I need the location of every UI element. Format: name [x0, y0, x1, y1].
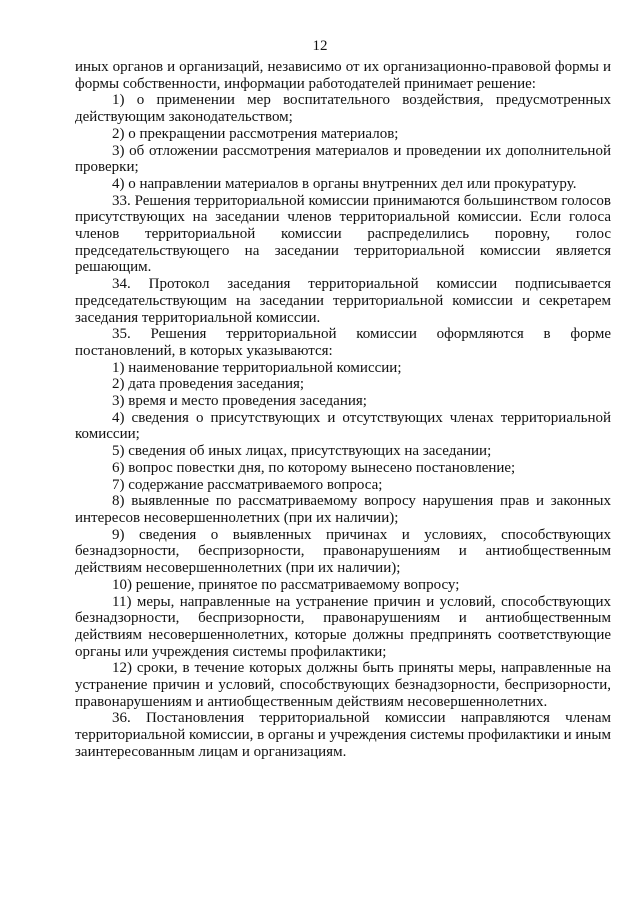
paragraph: 4) сведения о присутствующих и отсутствующих членах территориальной комиссии;: [75, 409, 611, 443]
paragraph: 34. Протокол заседания территориальной комиссии подписывается председательствующим на заседании территориальной комиссии и секретарем заседания территориальной комиссии.: [75, 276, 611, 326]
paragraph: 12) сроки, в течение которых должны быть приняты меры, направленные на устранение причин и условий, способствующих безнадзорности, беспризорности, правонарушениям и антиобщественным действиям несовершеннолетних.: [75, 660, 611, 710]
paragraph: 7) содержание рассматриваемого вопроса;: [112, 476, 383, 493]
page-number: 12: [312, 38, 328, 54]
paragraph: 10) решение, принятое по рассматриваемому вопросу;: [112, 576, 460, 593]
paragraph: 35. Решения территориальной комиссии оформляются в форме постановлений, в которых указываются:: [75, 326, 611, 359]
paragraph: 1) наименование территориальной комиссии;: [112, 359, 402, 376]
paragraph: 5) сведения об иных лицах, присутствующих на заседании;: [112, 443, 492, 460]
paragraph: 2) дата проведения заседания;: [112, 376, 305, 393]
paragraph: 3) время и место проведения заседания;: [112, 393, 367, 410]
paragraph: 33. Решения территориальной комиссии принимаются большинством голосов присутствующих на заседании членов территориальной комиссии. Если голоса членов территориальной комиссии распределились поровну, голос председательствующего на заседании территориальной комиссии является решающим.: [75, 192, 611, 276]
paragraph: 36. Постановления территориальной комиссии направляются членам территориальной комиссии, в органы и учреждения системы профилактики и иным заинтересованным лицам и организациям.: [75, 710, 611, 760]
paragraph: 9) сведения о выявленных причинах и условиях, способствующих безнадзорности, беспризорности, правонарушениям и антиобщественным действиям несовершеннолетних (при их наличии);: [75, 526, 611, 577]
document-body: [75, 59, 611, 761]
paragraph: 6) вопрос повестки дня, по которому вынесено постановление;: [112, 459, 516, 476]
paragraph: иных органов и организаций, независимо от их организационно-правовой формы и формы собственности, информации работодателей принимает решение:: [75, 59, 611, 92]
paragraph: 4) о направлении материалов в органы внутренних дел или прокуратуру.: [112, 175, 577, 192]
paragraph: 11) меры, направленные на устранение причин и условий, способствующих безнадзорности, беспризорности, правонарушениям и антиобщественным действиям несовершеннолетних, которые должны предпринять соответствующие органы или учреждения системы профилактики;: [75, 593, 611, 660]
paragraph: 2) о прекращении рассмотрения материалов;: [112, 125, 399, 142]
paragraph: 1) о применении мер воспитательного воздействия, предусмотренных действующим законодательством;: [75, 92, 611, 126]
paragraph: 8) выявленные по рассматриваемому вопросу нарушения прав и законных интересов несовершеннолетних (при их наличии);: [75, 493, 611, 526]
paragraph: 3) об отложении рассмотрения материалов и проведении их дополнительной проверки;: [75, 142, 611, 176]
